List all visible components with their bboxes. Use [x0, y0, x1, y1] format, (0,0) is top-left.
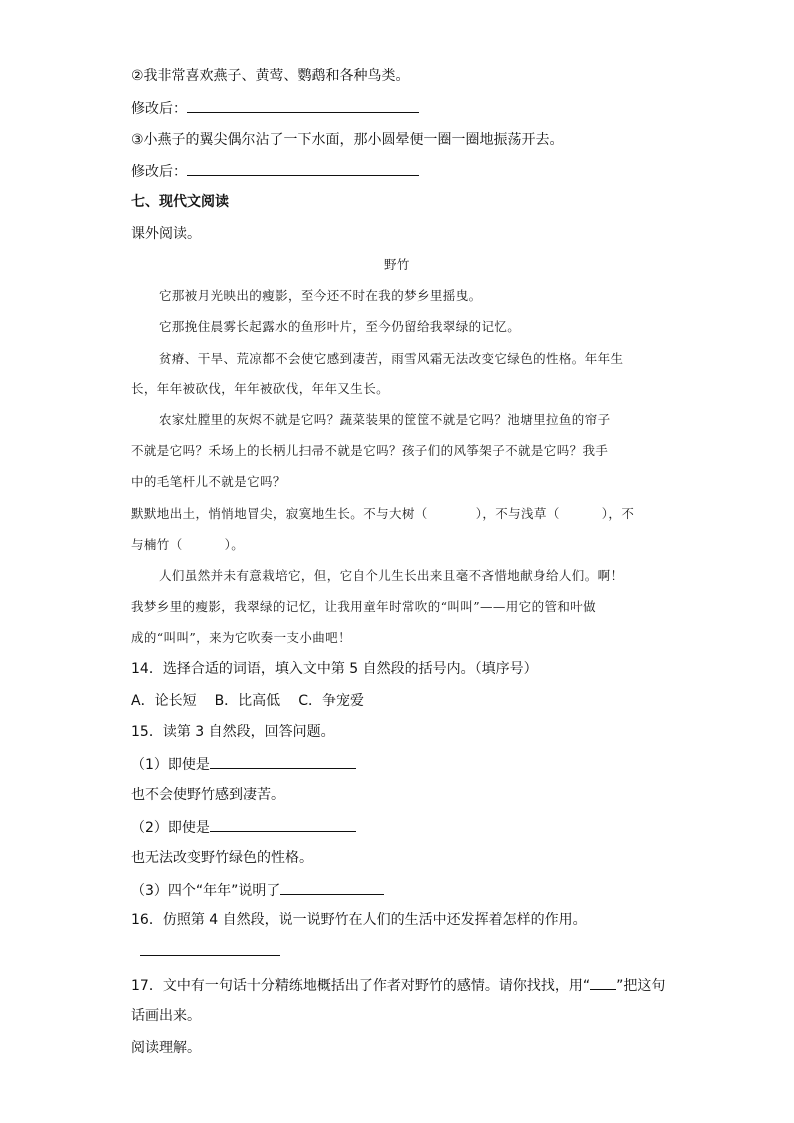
article-paragraph-3-line-2: 长，年年被砍伐，年年被砍伐，年年又生长。 — [131, 381, 390, 396]
revised-label-text: 修改后： — [131, 164, 187, 180]
question-14-prompt: 14．选择合适的词语，填入文中第 5 自然段的括号内。（填序号） — [131, 661, 538, 677]
article-paragraph-4-line-3: 中的毛笔杆儿不就是它吗？ — [131, 474, 286, 489]
answer-blank[interactable] — [210, 817, 356, 832]
article-paragraph-4-line-2: 不就是它吗？禾场上的长柄儿扫帚不就是它吗？孩子们的风筝架子不就是它吗？我手 — [131, 443, 609, 458]
revised-label-text: 修改后： — [131, 101, 187, 117]
article-title: 野竹 — [384, 257, 410, 272]
next-section-label: 阅读理解。 — [131, 1040, 201, 1056]
sub-question-label: （1）即使是 — [131, 757, 210, 773]
answer-blank[interactable] — [210, 754, 356, 769]
question-17-text-a: 17．文中有一句话十分精练地概括出了作者对野竹的感情。请你找找，用“ — [131, 978, 591, 994]
question-15-sub-2-tail: 也无法改变野竹绿色的性格。 — [131, 850, 313, 866]
answer-blank[interactable] — [280, 880, 384, 895]
exercise-sentence-3: ③小燕子的翼尖偶尔沾了一下水面，那小圆晕便一圈一圈地振荡开去。 — [131, 132, 564, 148]
sub-question-label: （2）即使是 — [131, 820, 210, 836]
question-14-options — [131, 691, 364, 711]
paragraph-5-text-c: ），不 — [601, 506, 635, 521]
option-c[interactable]: C．争宠爱 — [298, 693, 364, 709]
question-15-sub-3 — [131, 880, 384, 901]
question-15-sub-1-tail: 也不会使野竹感到凄苦。 — [131, 787, 285, 803]
underline-symbol — [590, 975, 616, 990]
paragraph-5-text-b: ），不与浅草（ — [475, 506, 560, 521]
reading-label: 课外阅读。 — [131, 226, 201, 242]
section-heading: 七、现代文阅读 — [131, 194, 229, 210]
answer-blank[interactable] — [187, 161, 419, 176]
option-a[interactable]: A．论长短 — [131, 693, 197, 709]
article-paragraph-3-line-1: 贫瘠、干旱、荒凉都不会使它感到凄苦，雨雪风霜无法改变它绿色的性格。年年生 — [159, 351, 624, 366]
question-16-answer-line[interactable] — [140, 955, 280, 956]
exercise-sentence-2: ②我非常喜欢燕子、黄莺、鹦鹉和各种鸟类。 — [131, 68, 410, 84]
article-paragraph-6-line-3: 成的“叫叫”，来为它吹奏一支小曲吧！ — [131, 630, 351, 645]
question-17-text-b: ”把这句 — [616, 978, 666, 994]
paragraph-5-text-a: 默默地出土，悄悄地冒尖，寂寞地生长。不与大树（ — [131, 506, 428, 521]
option-b[interactable]: B．比高低 — [214, 693, 281, 709]
question-15-sub-2 — [131, 817, 356, 838]
article-paragraph-4-line-1: 农家灶膛里的灰烬不就是它吗？蔬菜装果的筐筐不就是它吗？池塘里拉鱼的帘子 — [159, 412, 611, 427]
article-paragraph-5-line-1 — [131, 504, 634, 524]
question-17-prompt-line-2: 话画出来。 — [131, 1008, 201, 1024]
article-paragraph-6-line-2: 我梦乡里的瘦影，我翠绿的记忆，让我用童年时常吹的“叫叫”——用它的管和叶做 — [131, 599, 597, 614]
paragraph-5-text-d: 与楠竹（ — [131, 537, 183, 552]
paragraph-5-text-e: ）。 — [224, 537, 245, 552]
answer-blank[interactable] — [187, 98, 419, 113]
revised-label-2 — [131, 98, 419, 119]
article-paragraph-1: 它那被月光映出的瘦影，至今还不时在我的梦乡里摇曳。 — [159, 288, 482, 303]
question-15-sub-1 — [131, 754, 356, 775]
article-paragraph-6-line-1: 人们虽然并未有意栽培它，但，它自个儿生长出来且毫不吝惜地献身给人们。啊！ — [159, 568, 624, 583]
article-paragraph-2: 它那挽住晨雾长起露水的鱼形叶片，至今仍留给我翠绿的记忆。 — [159, 319, 521, 334]
question-16-prompt: 16．仿照第 4 自然段，说一说野竹在人们的生活中还发挥着怎样的作用。 — [131, 912, 587, 928]
question-15-prompt: 15．读第 3 自然段，回答问题。 — [131, 724, 335, 740]
question-17-prompt — [131, 975, 665, 996]
revised-label-3 — [131, 161, 419, 182]
sub-question-label: （3）四个“年年”说明了 — [131, 883, 281, 899]
article-paragraph-5-line-2 — [131, 535, 244, 555]
